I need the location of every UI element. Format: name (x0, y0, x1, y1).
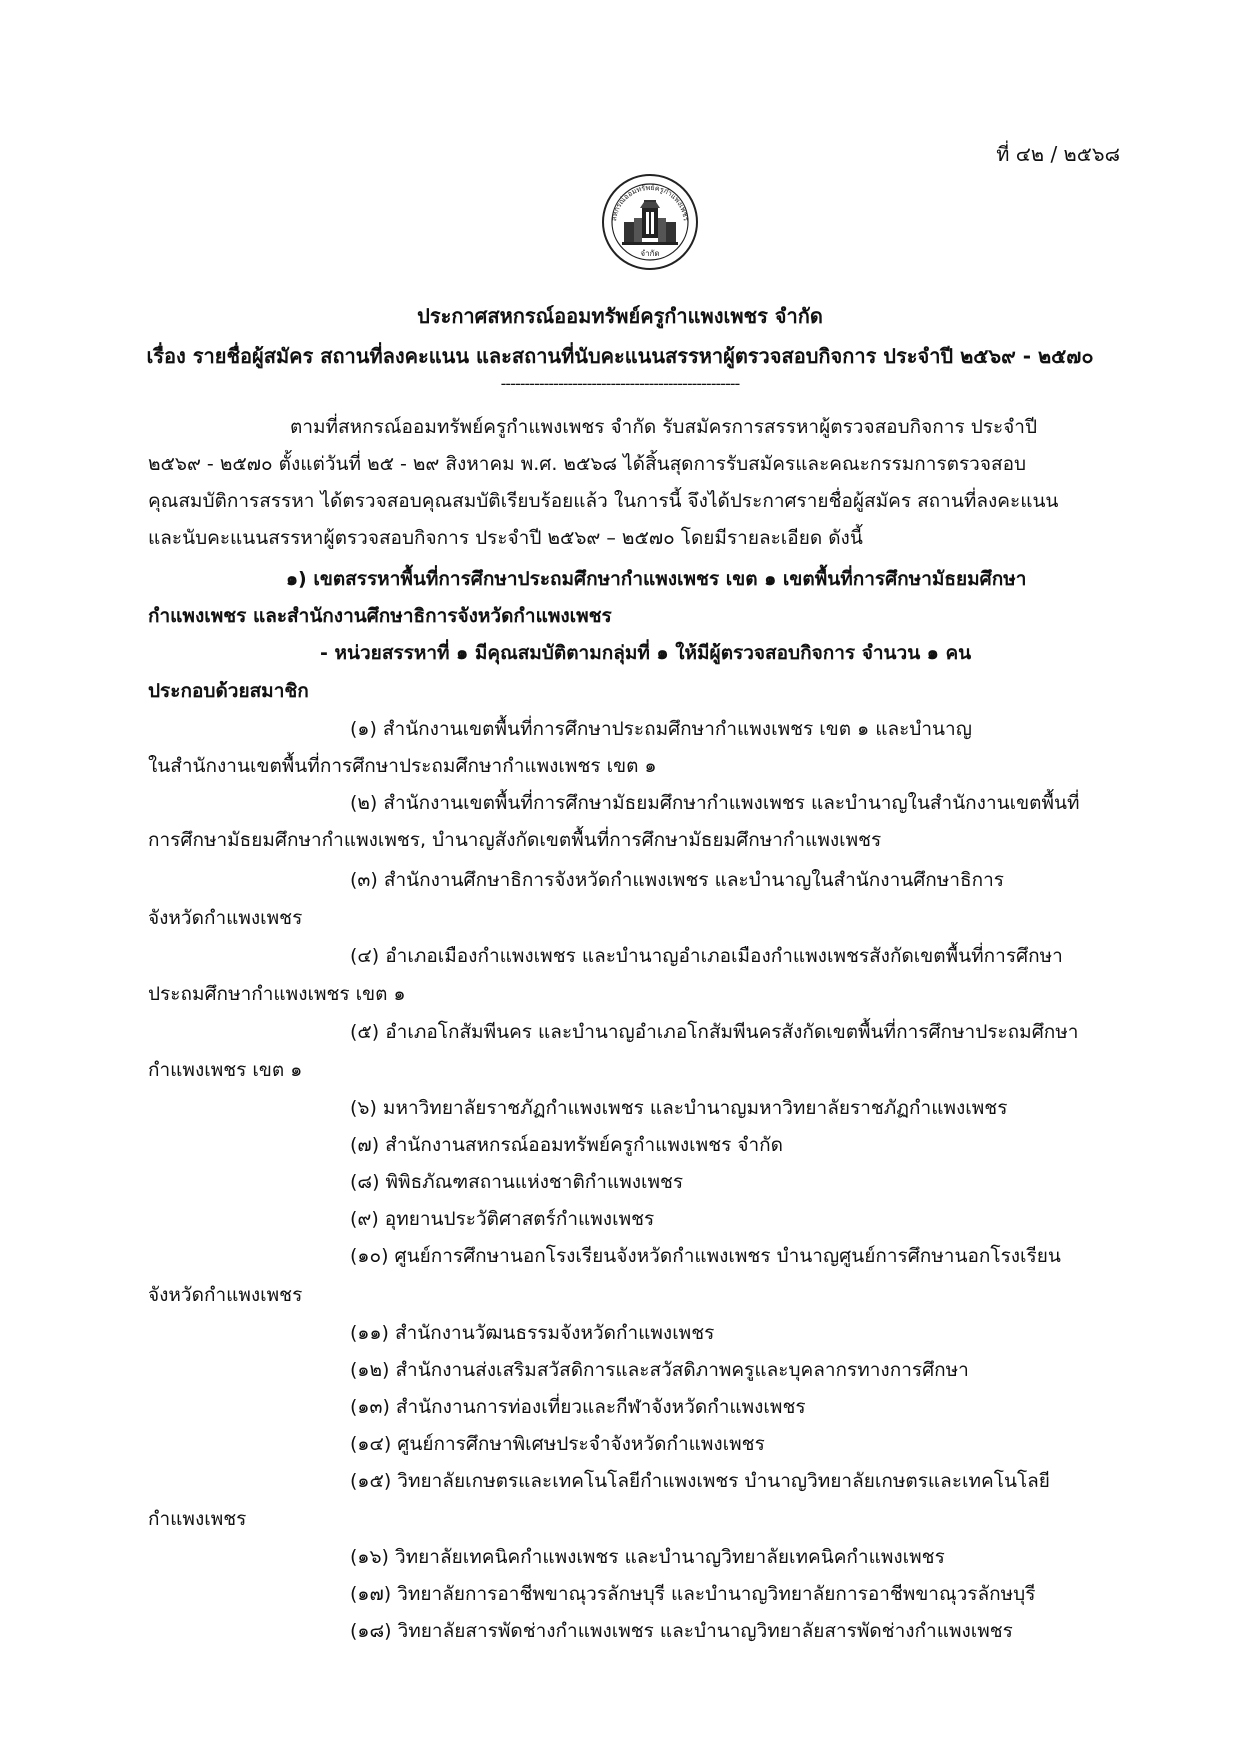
announcement-subject: เรื่อง รายชื่อผู้สมัคร สถานที่ลงคะแนน และสถานที่นับคะแนนสรรหาผู้ตรวจสอบกิจการ ประจำปี ๒๕๖๙ - ๒๕๗๐ (146, 344, 1094, 368)
member-item: (๑๘) วิทยาลัยสารพัดช่างกำแพงเพชร และบำนาญวิทยาลัยสารพัดช่างกำแพงเพชร (350, 1620, 1013, 1642)
member-item: (๒) สำนักงานเขตพื้นที่การศึกษามัธยมศึกษากำแพงเพชร และบำนาญในสำนักงานเขตพื้นที่ (350, 792, 1080, 814)
unit-heading-cont: ประกอบด้วยสมาชิก (148, 680, 309, 702)
member-item: (๑๖) วิทยาลัยเทคนิคกำแพงเพชร และบำนาญวิทยาลัยเทคนิคกำแพงเพชร (350, 1546, 945, 1568)
member-item-cont: จังหวัดกำแพงเพชร (148, 1284, 303, 1306)
member-item-cont: จังหวัดกำแพงเพชร (148, 907, 303, 929)
member-item: (๑๐) ศูนย์การศึกษานอกโรงเรียนจังหวัดกำแพงเพชร บำนาญศูนย์การศึกษานอกโรงเรียน (350, 1245, 1061, 1267)
svg-text:สหกรณ์ออมทรัพย์ครูกำแพงเพชร: สหกรณ์ออมทรัพย์ครูกำแพงเพชร (609, 182, 691, 222)
member-item: (๑๔) ศูนย์การศึกษาพิเศษประจำจังหวัดกำแพงเพชร (350, 1433, 765, 1455)
announcement-title: ประกาศสหกรณ์ออมทรัพย์ครูกำแพงเพชร จำกัด (417, 304, 823, 328)
member-item: (๑๓) สำนักงานการท่องเที่ยวและกีฬาจังหวัดกำแพงเพชร (350, 1396, 806, 1418)
member-item-cont: การศึกษามัธยมศึกษากำแพงเพชร, บำนาญสังกัดเขตพื้นที่การศึกษามัธยมศึกษากำแพงเพชร (148, 829, 882, 851)
intro-line-4: และนับคะแนนสรรหาผู้ตรวจสอบกิจการ ประจำปี ๒๕๖๙ – ๒๕๗๐ โดยมีรายละเอียด ดังนี้ (148, 527, 863, 549)
intro-line-2: ๒๕๖๙ - ๒๕๗๐ ตั้งแต่วันที่ ๒๕ - ๒๙ สิงหาคม พ.ศ. ๒๕๖๘ ได้สิ้นสุดการรับสมัครและคณะกรรมการตรวจสอบ (148, 453, 1027, 475)
intro-line-3: คุณสมบัติการสรรหา ได้ตรวจสอบคุณสมบัติเรียบร้อยแล้ว ในการนี้ จึงได้ประกาศรายชื่อผู้สมัคร สถานที่ลงคะแนน (148, 490, 1059, 512)
member-item: (๑๒) สำนักงานส่งเสริมสวัสดิการและสวัสดิภาพครูและบุคลากรทางการศึกษา (350, 1359, 969, 1381)
member-item-cont: กำแพงเพชร เขต ๑ (148, 1059, 303, 1081)
member-item: (๙) อุทยานประวัติศาสตร์กำแพงเพชร (350, 1208, 655, 1230)
member-item: (๑) สำนักงานเขตพื้นที่การศึกษาประถมศึกษากำแพงเพชร เขต ๑ และบำนาญ (350, 718, 972, 740)
member-item: (๑๑) สำนักงานวัฒนธรรมจังหวัดกำแพงเพชร (350, 1322, 715, 1344)
section-1-heading: ๑) เขตสรรหาพื้นที่การศึกษาประถมศึกษากำแพงเพชร เขต ๑ เขตพื้นที่การศึกษามัธยมศึกษา (286, 568, 1027, 590)
reference-number: ที่ ๔๒ / ๒๕๖๘ (996, 142, 1120, 166)
member-item: (๑๗) วิทยาลัยการอาชีพขาณุวรลักษบุรี และบำนาญวิทยาลัยการอาชีพขาณุวรลักษบุรี (350, 1583, 1036, 1605)
member-item: (๕) อำเภอโกสัมพีนคร และบำนาญอำเภอโกสัมพีนครสังกัดเขตพื้นที่การศึกษาประถมศึกษา (350, 1021, 1079, 1043)
member-item: (๖) มหาวิทยาลัยราชภัฏกำแพงเพชร และบำนาญมหาวิทยาลัยราชภัฏกำแพงเพชร (350, 1097, 1008, 1119)
member-item-cont: ประถมศึกษากำแพงเพชร เขต ๑ (148, 983, 406, 1005)
member-item: (๘) พิพิธภัณฑสถานแห่งชาติกำแพงเพชร (350, 1171, 684, 1193)
cooperative-seal-logo (600, 172, 700, 272)
member-item: (๑๕) วิทยาลัยเกษตรและเทคโนโลยีกำแพงเพชร บำนาญวิทยาลัยเกษตรและเทคโนโลยี (350, 1470, 1050, 1492)
title-separator: -------------------------------------------------- (500, 374, 740, 393)
unit-heading: - หน่วยสรรหาที่ ๑ มีคุณสมบัติตามกลุ่มที่ ๑ ให้มีผู้ตรวจสอบกิจการ จำนวน ๑ คน (320, 642, 972, 664)
section-1-heading-cont: กำแพงเพชร และสำนักงานศึกษาธิการจังหวัดกำแพงเพชร (148, 605, 612, 627)
member-item: (๗) สำนักงานสหกรณ์ออมทรัพย์ครูกำแพงเพชร จำกัด (350, 1134, 783, 1156)
member-item-cont: ในสำนักงานเขตพื้นที่การศึกษาประถมศึกษากำแพงเพชร เขต ๑ (148, 755, 657, 777)
member-item-cont: กำแพงเพชร (148, 1508, 247, 1530)
svg-text:จำกัด: จำกัด (640, 249, 660, 258)
member-item: (๓) สำนักงานศึกษาธิการจังหวัดกำแพงเพชร และบำนาญในสำนักงานศึกษาธิการ (350, 869, 1004, 891)
member-item: (๔) อำเภอเมืองกำแพงเพชร และบำนาญอำเภอเมืองกำแพงเพชรสังกัดเขตพื้นที่การศึกษา (350, 945, 1063, 967)
intro-line-1: ตามที่สหกรณ์ออมทรัพย์ครูกำแพงเพชร จำกัด รับสมัครการสรรหาผู้ตรวจสอบกิจการ ประจำปี (290, 416, 1038, 438)
